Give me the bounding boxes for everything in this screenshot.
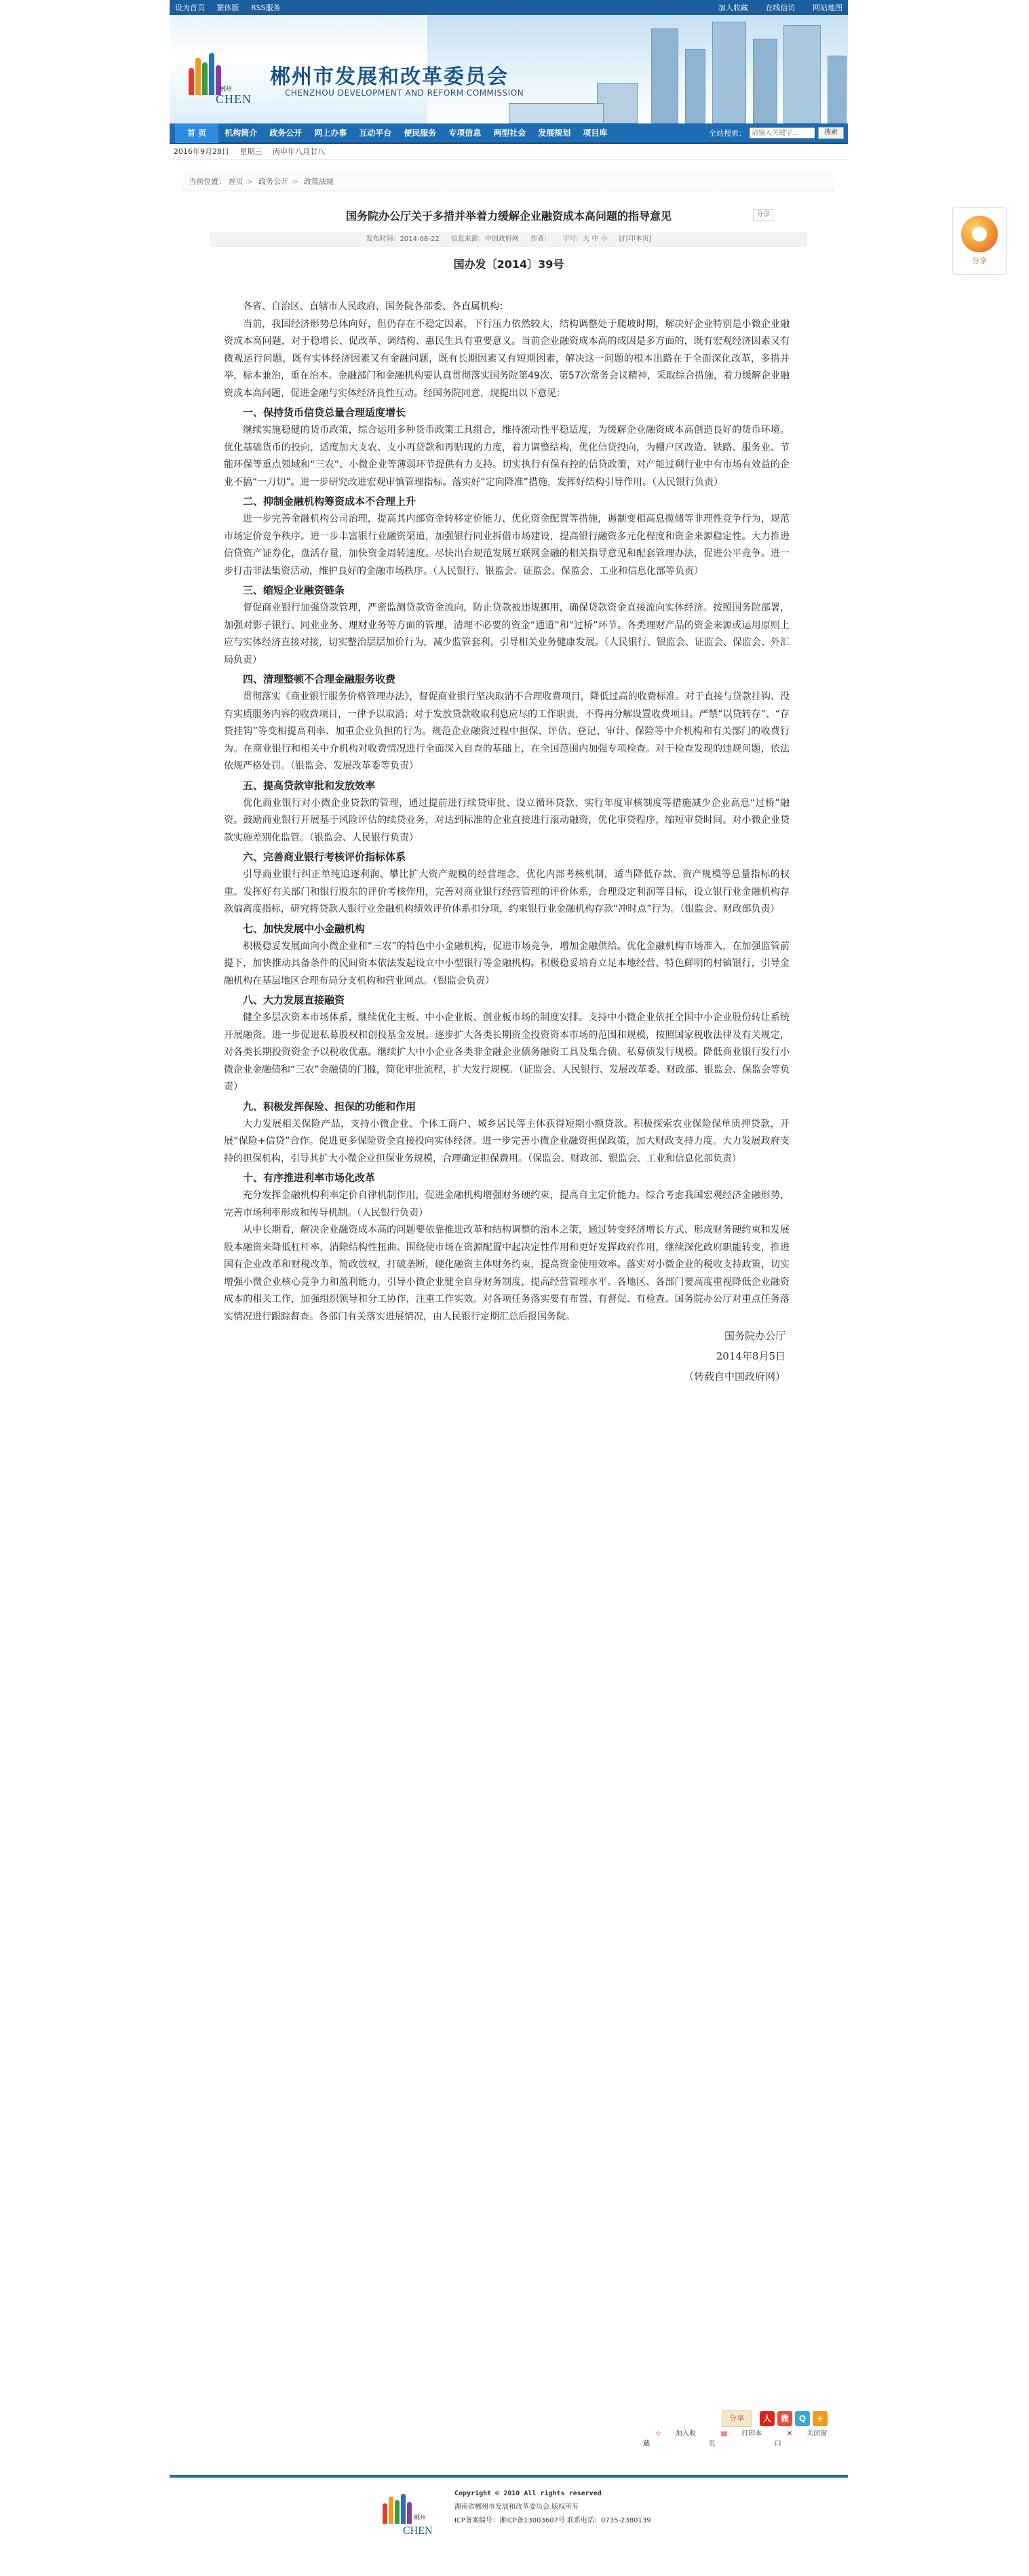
site-footer bbox=[170, 2475, 848, 2576]
publish-date: 发布时间：2014-08-22 bbox=[366, 235, 440, 243]
footer-text bbox=[454, 2487, 651, 2528]
article-meta bbox=[210, 232, 807, 247]
article-title bbox=[210, 206, 807, 227]
article-title-text: 国务院办公厅关于多措并举着力缓解企业融资成本高问题的指导意见 bbox=[345, 210, 672, 223]
nav-item-home[interactable]: 首 页 bbox=[175, 123, 218, 143]
footer-icp: ICP备案编号：湘ICP备13003607号 联系电话：0735-2380139 bbox=[454, 2517, 651, 2524]
breadcrumb-policy[interactable]: 政策法规 bbox=[303, 177, 334, 186]
online-petition-link[interactable]: 在线信访 bbox=[765, 3, 796, 12]
add-favorite-link[interactable]: 加入收藏 bbox=[718, 3, 748, 12]
search-input[interactable] bbox=[749, 127, 815, 139]
logo-en-text: CHEN bbox=[216, 92, 252, 106]
nav-item-planning[interactable]: 发展规划 bbox=[538, 128, 571, 138]
site-name: 郴州市发展和改革委员会 bbox=[270, 65, 509, 89]
nav-item-special-info[interactable]: 专项信息 bbox=[448, 128, 482, 138]
add-favorite-button[interactable]: ☆ 加入收藏 bbox=[643, 2430, 696, 2448]
breadcrumb-home[interactable]: 首页 bbox=[228, 177, 244, 186]
site-logo[interactable] bbox=[185, 42, 252, 110]
nav-item-two-type-society[interactable]: 两型社会 bbox=[493, 128, 526, 138]
footer-logo bbox=[380, 2493, 441, 2540]
section-heading: 八、大力发展直接融资 bbox=[243, 994, 345, 1006]
author: 作者： bbox=[530, 235, 551, 243]
section-text: 引导商业银行纠正单纯追逐利润、攀比扩大资产规模的经营理念，优化内部考核机制，适当降低存款、资产规模等总量指标的权重。发挥好有关部门和银行股东的评价考核作用，完善对商业银行经营管理的评价体系，合理设定利润等目标，设立银行业金融机构存款偏离度指标，研究将贷款人银行业金融机构绩效评价体系扣分项，约束银行业金融机构存款“冲时点”行为。（银监会、财政部负责） bbox=[224, 869, 790, 915]
print-button[interactable]: ▤ 打印本页 bbox=[708, 2430, 762, 2448]
traditional-chinese-link[interactable]: 繁体版 bbox=[216, 3, 239, 12]
section-text: 优化商业银行对小微企业贷款的管理，通过提前进行续贷审批、设立循环贷款、实行年度审核制度等措施减少企业高息“过桥”融资。鼓励商业银行开展基于风险评估的续贷业务，对达到标准的企业直接进行滚动融资，优化审贷程序，缩短审贷时间。对小微企业贷款实施差别化监管。（银监会、人民银行负责） bbox=[224, 797, 790, 843]
section-text: 充分发挥金融机构利率定价自律机制作用，促进金融机构增强财务硬约束，提高自主定价能力。综合考虑我国宏观经济金融形势，完善市场利率形成和传导机制。（人民银行负责） bbox=[224, 1190, 790, 1218]
section-heading: 四、清理整顿不合理金融服务收费 bbox=[243, 673, 396, 685]
floating-share-label: 分享 bbox=[972, 256, 987, 265]
section-heading: 三、缩短企业融资链条 bbox=[243, 584, 345, 596]
footer-org: 湖南省郴州市发展和改革委员会 版权所有 bbox=[454, 2503, 579, 2511]
print-link[interactable]: [打印本页] bbox=[619, 235, 652, 243]
section-heading: 五、提高贷款审批和发放效率 bbox=[243, 779, 376, 792]
pdf-share-icon[interactable]: 人 bbox=[760, 2411, 775, 2426]
printer-icon: ▤ bbox=[720, 2430, 728, 2438]
article-body bbox=[210, 299, 807, 1387]
set-homepage-link[interactable]: 设为首页 bbox=[175, 3, 205, 12]
info-source: 信息来源：中国政府网 bbox=[450, 235, 519, 243]
current-weekday: 星期三 bbox=[239, 147, 263, 156]
date-bar bbox=[170, 144, 848, 160]
title-share-button[interactable]: 分享 bbox=[753, 209, 773, 221]
logo-chinese-text: 郴州 bbox=[220, 86, 233, 93]
sitemap-link[interactable]: 网站地图 bbox=[813, 3, 842, 12]
floating-share-widget[interactable] bbox=[952, 207, 1007, 275]
section-heading: 一、保持货币信贷总量合理适度增长 bbox=[243, 406, 406, 419]
current-date: 2016年9月28日 bbox=[174, 147, 229, 156]
article bbox=[210, 206, 807, 1387]
footer-logo-en: CHEN bbox=[403, 2525, 433, 2537]
section-text: 贯彻落实《商业银行服务价格管理办法》，督促商业银行坚决取消不合理收费项目，降低过高的收费标准。对于直接与贷款挂钩、没有实质服务内容的收费项目，一律予以取消；对于发放贷款收取利息应尽的工作职责，不得再分解设置收费项目。严禁“以贷转存”、“存贷挂钩”等变相提高利率、加重企业负担的行为。规范企业融资过程中担保、评估、登记、审计、保险等中介机构和有关部门的收费行为。在商业银行和相关中介机构对收费情况进行全面深入自查的基础上，在全国范围内加强专项检查。对于检查发现的违规问题，依法依规严格处罚。（银监会、发展改革委等负责） bbox=[224, 691, 790, 771]
section-heading: 二、抑制金融机构筹资成本不合理上升 bbox=[243, 495, 416, 507]
search-label: 全站搜索： bbox=[709, 129, 746, 138]
share-button[interactable]: 分享 bbox=[722, 2410, 752, 2427]
main-nav bbox=[170, 123, 848, 144]
nav-item-projects[interactable]: 项目库 bbox=[583, 128, 608, 138]
nav-item-online-service[interactable]: 网上办事 bbox=[314, 128, 347, 138]
section-heading: 七、加快发展中小金融机构 bbox=[243, 922, 366, 935]
section-text: 督促商业银行加强贷款管理，严密监测贷款资金流向，防止贷款被违规挪用，确保贷款资金直接流向实体经济。按照国务院部署，加强对影子银行、同业业务、理财业务等方面的管理，清理不必要的资金“通道”和“过桥”环节。各类理财产品的资金来源或运用原则上应与实体经济直接对接，切实整治层层加价行为，减少监管套利，引导相关业务健康发展。（人民银行、银监会、证监会、保监会、外汇局负责） bbox=[224, 602, 790, 666]
nav-item-gov-affairs[interactable]: 政务公开 bbox=[269, 128, 303, 138]
search-button[interactable]: 搜索 bbox=[818, 127, 844, 139]
section-heading: 六、完善商业银行考核评价指标体系 bbox=[243, 851, 406, 863]
close-icon: ✕ bbox=[786, 2430, 793, 2438]
intro-paragraph: 当前，我国经济形势总体向好，但仍存在不稳定因素，下行压力依然较大，结构调整处于爬坡时期，解决好企业特别是小微企业融资成本高问题，对于稳增长、促改革、调结构、惠民生具有重要意义。当前企业融资成本高的成因是多方面的，既有宏观经济因素又有微观运行问题，既有实体经济因素又有金融问题，既有长期因素又有短期因素，解决这一问题的根本出路在于全面深化改革，多措并举，标本兼治，重在治本。金融部门和金融机构要认真贯彻落实国务院第49次、第57次常务会议精神，采取综合措施，着力缓解企业融资成本高问题，促进金融与实体经济良性互动。经国务院同意，现提出以下意见： bbox=[224, 318, 790, 399]
section-text: 大力发展相关保险产品，支持小微企业、个体工商户、城乡居民等主体获得短期小额贷款。积极探索农业保险保单质押贷款，开展“保险+信贷”合作。促进更多保险资金直接投向实体经济。进一步完善小微企业融资担保政策，加大财政支持力度。大力发展政府支持的担保机构，引导其扩大小微企业担保业务规模，合理确定担保费用。（保监会、财政部、银监会、工业和信息化部负责） bbox=[224, 1118, 790, 1164]
closing-paragraph: 从中长期看，解决企业融资成本高的问题要依靠推进改革和结构调整的治本之策，通过转变经济增长方式、形成财务硬约束和发展股本融资来降低杠杆率，消除结构性扭曲。围绕使市场在资源配置中起决定性作用和更好发挥政府作用，继续深化政府职能转变，推进国有企业改革和财税改革，简政放权，打破垄断，硬化融资主体财务约束，提高资金使用效率。落实对小微企业的税收支持政策，切实增强小微企业核心竞争力和盈利能力，引导小微企业健全自身财务制度，提高经营管理水平。各地区、各部门要高度重视降低企业融资成本的相关工作，加强组织领导和分工协作，注重工作实效。对各项任务落实要有布置、有督促、有检查。国务院办公厅对重点任务落实情况进行跟踪督查。各部门有关落实进展情况，由人民银行定期汇总后报国务院。 bbox=[224, 1225, 790, 1322]
site-name-en: CHENZHOU DEVELOPMENT AND REFORM COMMISSION bbox=[285, 88, 524, 98]
section-heading: 十、有序推进利率市场化改革 bbox=[243, 1172, 376, 1184]
more-share-icon[interactable]: + bbox=[813, 2411, 828, 2426]
close-window-button[interactable]: ✕ 关闭窗口 bbox=[774, 2430, 828, 2448]
site-banner bbox=[170, 15, 848, 123]
section-text: 健全多层次资本市场体系，继续优化主板、中小企业板、创业板市场的制度安排。支持中小微企业依托全国中小企业股份转让系统开展融资。进一步促进私募股权和创投基金发展。逐步扩大各类长期资金投资资本市场的范围和规模，按照国家税收法律及有关规定，对各类长期投资资金予以税收优惠。继续扩大中小企业各类非金融企业债务融资工具及集合债、私募债发行规模。降低商业银行发行小微企业金融债和“三农”金融债的门槛，简化审批流程，扩大发行规模。（证监会、人民银行、发展改革委、财政部、银监会、保监会等负责） bbox=[224, 1012, 790, 1092]
site-search bbox=[709, 127, 848, 139]
footer-logo-cn: 郴州 bbox=[414, 2515, 427, 2522]
star-icon: ☆ bbox=[655, 2430, 661, 2438]
nav-item-about[interactable]: 机构简介 bbox=[225, 128, 258, 138]
article-tools bbox=[631, 2408, 828, 2446]
document-number: 国办发〔2014〕39号 bbox=[453, 258, 564, 271]
greeting: 各省、自治区、直辖市人民政府，国务院各部委、各直属机构： bbox=[243, 301, 509, 312]
nav-item-public-service[interactable]: 便民服务 bbox=[404, 128, 437, 138]
weibo-share-icon[interactable]: 微 bbox=[777, 2411, 792, 2426]
top-utility-bar bbox=[170, 0, 848, 15]
copyright: Copyright © 2010 All rights reserved bbox=[454, 2490, 602, 2497]
rss-link[interactable]: RSS服务 bbox=[251, 3, 281, 12]
breadcrumb: 当前位置： 首页 > 政务公开 > 政策法规 bbox=[183, 172, 834, 191]
share-logo-icon bbox=[961, 216, 998, 252]
font-size-switch[interactable]: 字号：大 中 小 bbox=[562, 235, 608, 243]
breadcrumb-gov-affairs[interactable]: 政务公开 bbox=[258, 177, 289, 186]
signature-date: 2014年8月5日 bbox=[716, 1350, 785, 1362]
breadcrumb-label: 当前位置： bbox=[189, 177, 226, 186]
section-text: 进一步完善金融机构公司治理，提高其内部资金转移定价能力、优化资金配置等措施，遏制变相高息揽储等非理性竞争行为，规范市场定价竞争秩序。进一步丰富银行业融资渠道，加强银行同业拆借市场建设，提高银行融资多元化程度和资金来源稳定性。大力推进信贷资产证券化，盘活存量，加快资金周转速度。尽快出台规范发展互联网金融的相关指导意见和配套管理办法，促进公平竞争。进一步打击非法集资活动，维护良好的金融市场秩序。（人民银行、银监会、证监会、保监会、工业和信息化部等负责） bbox=[224, 514, 790, 577]
qzone-share-icon[interactable]: Q bbox=[795, 2411, 810, 2426]
lunar-date: 丙申年八月廿八 bbox=[273, 147, 325, 156]
nav-item-interaction[interactable]: 互动平台 bbox=[359, 128, 392, 138]
signature-org: 国务院办公厅 bbox=[724, 1330, 785, 1342]
section-text: 继续实施稳健的货币政策，综合运用多种货币政策工具组合，维持流动性平稳适度，为缓解企业融资成本高创造良好的货币环境。优化基础货币的投向，适度加大支农、支小再贷款和再贴现的力度，着力调整结构，优化信贷投向，为棚户区改造、铁路、服务业、节能环保等重点领域和“三农”、小微企业等薄弱环节提供有力支持。切实执行有保有控的信贷政策，对产能过剩行业中有市场有效益的企业不搞“一刀切”。进一步研究改进宏观审慎管理指标。落实好“定向降准”措施，发挥好结构引导作用。（人民银行负责） bbox=[224, 425, 790, 488]
section-text: 积极稳妥发展面向小微企业和“三农”的特色中小金融机构，促进市场竞争，增加金融供给。优化金融机构市场准入，在加强监管前提下，加快推动具备条件的民间资本依法发起设立中小型银行等金融机构。积极稳妥培育立足本地经营、特色鲜明的村镇银行，引导金融机构在基层地区合理布局分支机构和营业网点。（银监会负责） bbox=[224, 940, 790, 986]
repost-note: （转载自中国政府网） bbox=[683, 1370, 785, 1383]
section-heading: 九、积极发挥保险、担保的功能和作用 bbox=[243, 1100, 416, 1113]
